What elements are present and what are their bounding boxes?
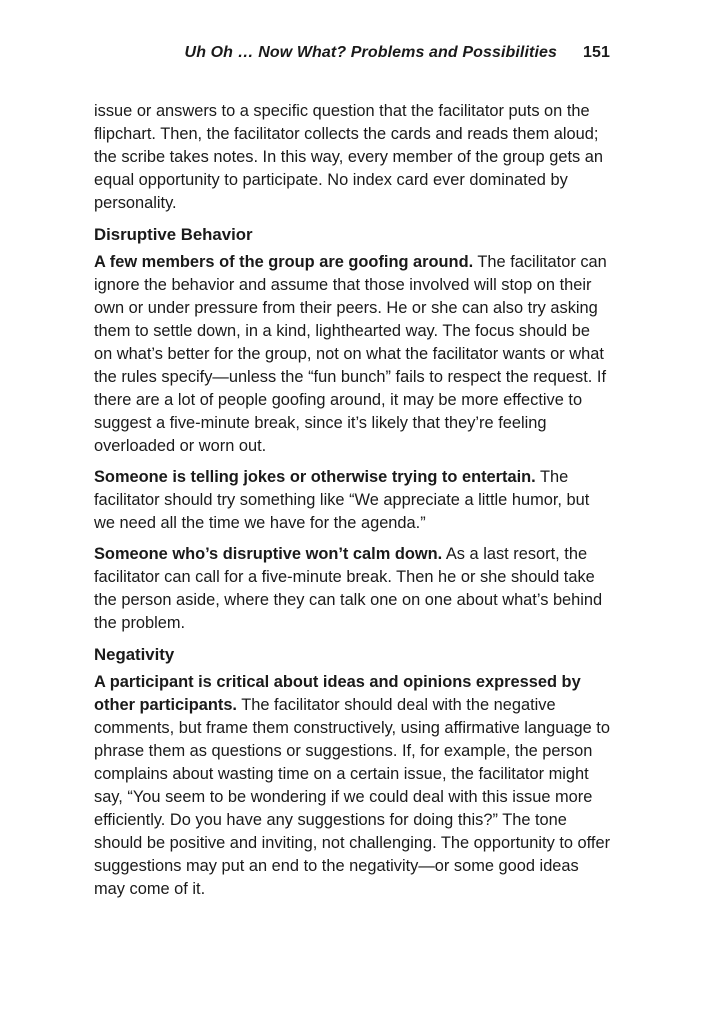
paragraph-body: The facilitator should deal with the negative comments, but frame them constructively, using affirmative language to phrase them as questions or suggestions. If, for example, the person complains about wasting time on a certain issue, the facilitator might say, “You seem to be wondering if we could deal with this issue more efficiently. Do you have any suggestions for doing this?” The tone should be positive and inviting, not challenging. The opportunity to offer suggestions may put an end to the negativity—or some good ideas may come of it. xyxy=(94,696,611,898)
paragraph-body: The facilitator should try something like “We appreciate a little humor, but we need all the time we have for the agenda.” xyxy=(94,468,590,532)
paragraph-lead: A participant is critical about ideas and opinions expressed by other participants. xyxy=(94,673,581,714)
paragraph-body: The facilitator can ignore the behavior and assume that those involved will stop on their own or under pressure from their peers. He or she can also try asking them to settle down, in a kind, lighthearted way. The focus should be on what’s better for the group, not on what the facilitator wants or what the rules specify—unless the “fun bunch” fails to respect the request. If there are a lot of people goofing around, it may be more effective to suggest a five-minute break, since it’s likely that they’re feeling overloaded or worn out. xyxy=(94,253,607,455)
running-head-title: Uh Oh … Now What? Problems and Possibilities xyxy=(184,44,557,61)
paragraph-lead: Someone who’s disruptive won’t calm down. xyxy=(94,545,443,563)
section-heading-negativity: Negativity xyxy=(94,645,175,664)
paragraph-lead: Someone is telling jokes or otherwise trying to entertain. xyxy=(94,468,536,486)
paragraph-goofing-around xyxy=(94,251,612,458)
paragraph-lead: A few members of the group are goofing around. xyxy=(94,253,474,271)
paragraph-body: As a last resort, the facilitator can call for a five-minute break. Then he or she should take the person aside, where they can talk one on one about what’s behind the problem. xyxy=(94,545,603,632)
paragraph-critical-participant xyxy=(94,671,612,901)
page-body xyxy=(94,100,612,909)
continued-paragraph: issue or answers to a specific question that the facilitator puts on the flipchart. Then, the facilitator collects the cards and reads them aloud; the scribe takes notes. In this way, every member of the group gets an equal opportunity to participate. No index card ever dominated by personality. xyxy=(94,102,603,212)
paragraph-wont-calm-down xyxy=(94,543,612,635)
paragraph-telling-jokes xyxy=(94,466,612,535)
section-heading-disruptive-behavior: Disruptive Behavior xyxy=(94,225,253,244)
running-head xyxy=(94,44,610,62)
page-number: 151 xyxy=(583,44,610,61)
